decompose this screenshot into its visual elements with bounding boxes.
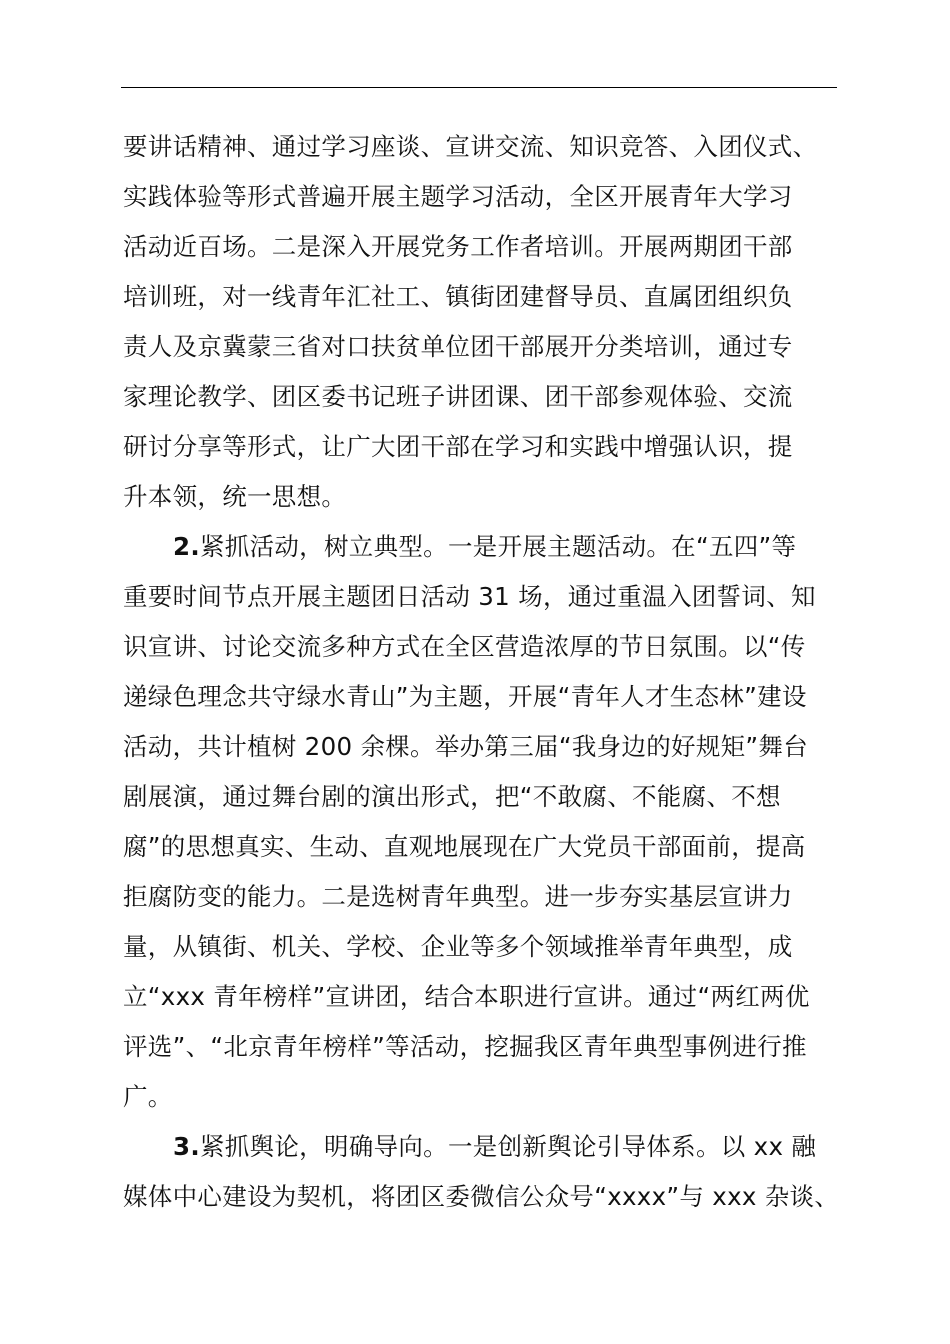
paragraph-3-heading-text: 紧抓舆论，明确导向。一是创新舆论引导体系。以 xx 融 — [199, 1132, 817, 1161]
paragraph-2-line-11: 评选”、“北京青年榜样”等活动，挖掘我区青年典型事例进行推 — [123, 1032, 807, 1061]
paragraph-3-line-1 — [123, 1122, 839, 1172]
document-body — [123, 122, 839, 1222]
paragraph-1-line-7: 研讨分享等形式，让广大团干部在学习和实践中增强认识，提 — [123, 432, 793, 461]
paragraph-1-line-3: 活动近百场。二是深入开展党务工作者培训。开展两期团干部 — [123, 232, 793, 261]
paragraph-2-number: 2. — [173, 532, 200, 561]
paragraph-2-line-7: 腐”的思想真实、生动、直观地展现在广大党员干部面前，提高 — [123, 832, 806, 861]
paragraph-2-line-10: 立“xxx 青年榜样”宣讲团，结合本职进行宣讲。通过“两红两优 — [123, 982, 810, 1011]
paragraph-1-line-4: 培训班，对一线青年汇社工、镇街团建督导员、直属团组织负 — [123, 282, 793, 311]
paragraph-1-line-8: 升本领，统一思想。 — [123, 482, 347, 511]
paragraph-2-line-5: 活动，共计植树 200 余棵。举办第三届“我身边的好规矩”舞台 — [123, 732, 809, 761]
paragraph-3-number: 3. — [173, 1132, 200, 1161]
paragraph-3-line-2: 媒体中心建设为契机，将团区委微信公众号“xxxx”与 xxx 杂谈、 — [123, 1182, 840, 1211]
paragraph-2-line-2: 重要时间节点开展主题团日活动 31 场，通过重温入团誓词、知 — [123, 582, 816, 611]
paragraph-2-line-4: 递绿色理念共守绿水青山”为主题，开展“青年人才生态林”建设 — [123, 682, 807, 711]
paragraph-2-line-3: 识宣讲、讨论交流多种方式在全区营造浓厚的节日氛围。以“传 — [123, 632, 806, 661]
paragraph-2-line-9: 量，从镇街、机关、学校、企业等多个领域推举青年典型，成 — [123, 932, 793, 961]
paragraph-1-line-6: 家理论教学、团区委书记班子讲团课、团干部参观体验、交流 — [123, 382, 793, 411]
paragraph-2-heading-text: 紧抓活动，树立典型。一是开展主题活动。在“五四”等 — [199, 532, 797, 561]
paragraph-1-line-1: 要讲话精神、通过学习座谈、宣讲交流、知识竞答、入团仪式、 — [123, 132, 818, 161]
paragraph-2-line-6: 剧展演，通过舞台剧的演出形式，把“不敢腐、不能腐、不想 — [123, 782, 781, 811]
paragraph-1-line-2: 实践体验等形式普遍开展主题学习活动，全区开展青年大学习 — [123, 182, 793, 211]
paragraph-2-line-12: 广。 — [123, 1082, 173, 1111]
paragraph-1-line-5: 责人及京冀蒙三省对口扶贫单位团干部展开分类培训，通过专 — [123, 332, 793, 361]
header-rule — [121, 87, 837, 88]
paragraph-2-line-8: 拒腐防变的能力。二是选树青年典型。进一步夯实基层宣讲力 — [123, 882, 793, 911]
paragraph-2-line-1 — [123, 522, 839, 572]
